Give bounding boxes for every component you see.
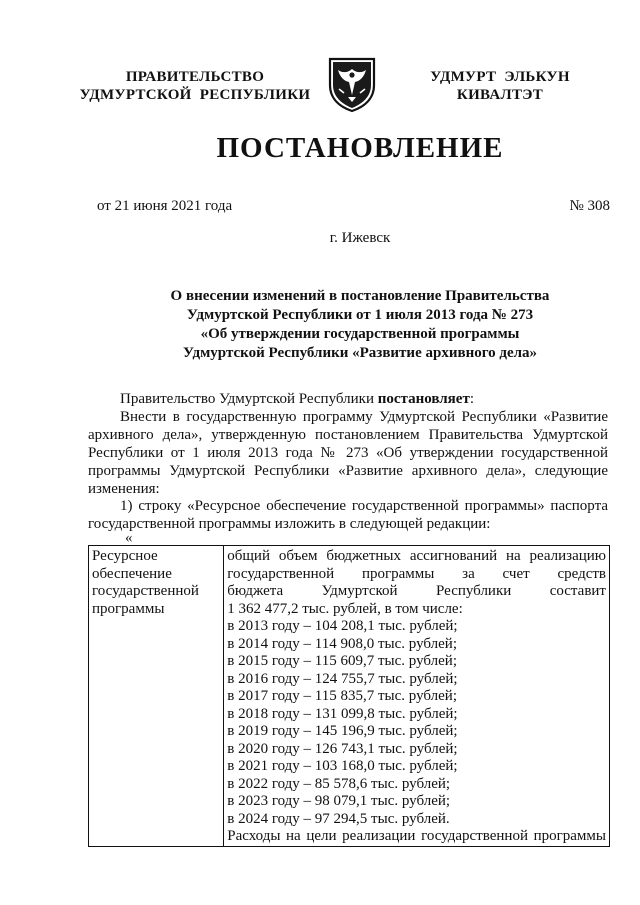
label-line: обеспечение <box>92 565 172 582</box>
year-line: в 2014 году – 114 908,0 тыс. рублей; <box>227 635 457 652</box>
table-cell-content <box>224 546 610 847</box>
year-line: в 2015 году – 115 609,7 тыс. рублей; <box>227 653 457 669</box>
subject-line: «Об утверждении государственной программы <box>200 326 520 342</box>
open-quote: « <box>125 530 133 546</box>
resolves-suffix: : <box>469 391 474 407</box>
year-line: в 2013 году – 104 208,1 тыс. рублей; <box>227 618 458 634</box>
subject-line: Удмуртской Республики от 1 июля 2013 года № 273 <box>186 307 534 323</box>
content-line: бюджета Удмуртской Республики составит <box>227 583 606 599</box>
year-line: в 2022 году – 85 578,6 тыс. рублей; <box>227 775 451 792</box>
content-line: Расходы на цели реализации государственной программы <box>227 828 606 844</box>
resolves-prefix: Правительство Удмуртской Республики <box>120 391 378 407</box>
year-line: в 2024 году – 97 294,5 тыс. рублей. <box>227 810 450 827</box>
header-left-line1: ПРАВИТЕЛЬСТВО <box>125 69 265 85</box>
label-line: Ресурсное <box>92 548 158 564</box>
header-right-line2: КИВАЛТЭТ <box>456 87 544 103</box>
document-number: № 308 <box>569 198 610 214</box>
subject-line: Удмуртской Республики «Развитие архивного дела» <box>182 345 538 361</box>
document-date: от 21 июня 2021 года <box>97 198 233 214</box>
resolves-bold: постановляет <box>377 391 470 407</box>
paragraph-item-1: 1) строку «Ресурсное обеспечение государственной программы» паспорта государственной программы изложить в следующей редакции: <box>88 498 608 532</box>
year-line: в 2023 году – 98 079,1 тыс. рублей; <box>227 793 451 809</box>
paragraph-resolves <box>88 390 608 408</box>
content-line: 1 362 477,2 тыс. рублей, в том числе: <box>227 600 463 617</box>
year-line: в 2021 году – 103 168,0 тыс. рублей; <box>227 758 458 774</box>
year-line: в 2018 году – 131 099,8 тыс. рублей; <box>227 705 458 722</box>
government-header-russian <box>70 68 320 104</box>
year-line: в 2019 году – 145 196,9 тыс. рублей; <box>227 723 458 739</box>
label-line: программы <box>92 600 165 617</box>
document-subject <box>120 287 600 363</box>
subject-line: О внесении изменений в постановление Правительства <box>170 288 550 304</box>
udmurt-coat-of-arms-icon <box>326 55 378 113</box>
table-cell-label <box>89 546 224 847</box>
content-line: общий объем бюджетных ассигнований на реализацию <box>227 548 606 564</box>
content-line: государственной программы за счет средств <box>227 565 606 582</box>
government-header-udmurt <box>405 68 595 104</box>
label-line: государственной <box>92 583 199 599</box>
year-line: в 2017 году – 115 835,7 тыс. рублей; <box>227 688 457 704</box>
document-title: ПОСТАНОВЛЕНИЕ <box>216 132 504 164</box>
document-city: г. Ижевск <box>329 230 391 246</box>
year-line: в 2020 году – 126 743,1 тыс. рублей; <box>227 740 458 757</box>
paragraph-amendments: Внести в государственную программу Удмуртской Республики «Развитие архивного дела», утвержденную постановлением Правительства Удмуртской Республики от 1 июля 2013 года № 273 «Об утверждении государственной программы Удмуртской Республики «Развитие архивного дела», следующие изменения: <box>88 409 608 497</box>
resource-table <box>88 545 610 847</box>
table-row <box>89 546 610 847</box>
header-left-line2: УДМУРТСКОЙ РЕСПУБЛИКИ <box>79 87 311 103</box>
header-right-line1: УДМУРТ ЭЛЬКУН <box>430 69 570 85</box>
year-line: в 2016 году – 124 755,7 тыс. рублей; <box>227 670 458 687</box>
